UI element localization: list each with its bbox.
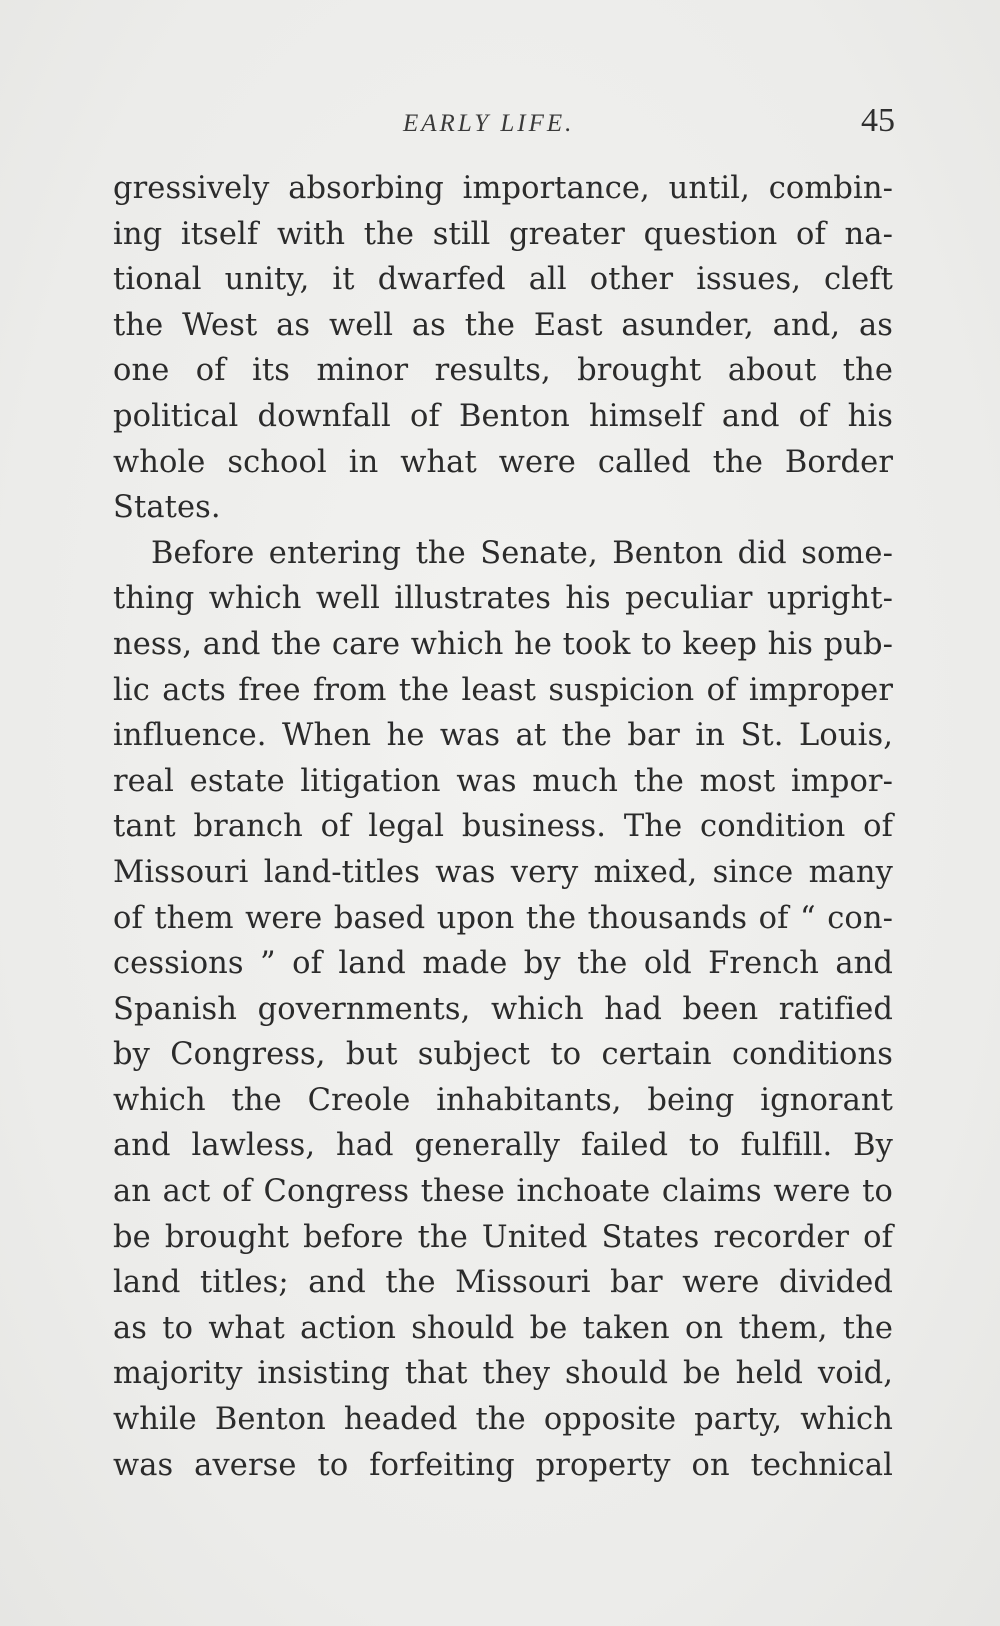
text-line: Spanish governments, which had been ratified: [113, 991, 893, 1027]
text-line: the West as well as the East asunder, and, as: [113, 307, 893, 343]
text-line: States.: [113, 490, 221, 526]
text-line: of them were based upon the thousands of “ con-: [113, 900, 893, 936]
text-line: Missouri land-titles was very mixed, since many: [113, 854, 893, 890]
text-line: Before entering the Senate, Benton did some-: [151, 535, 893, 571]
page-number: 45: [861, 102, 895, 139]
text-line: gressively absorbing importance, until, combin-: [113, 171, 893, 206]
text-line: was averse to forfeiting property on technical: [113, 1447, 893, 1483]
text-line: majority insisting that they should be held void,: [113, 1356, 893, 1392]
text-line: tional unity, it dwarfed all other issues, cleft: [113, 262, 893, 298]
text-line: ing itself with the still greater question of na-: [113, 216, 893, 252]
text-line: land titles; and the Missouri bar were divided: [113, 1265, 893, 1301]
text-line: one of its minor results, brought about the: [113, 353, 893, 389]
running-title: EARLY LIFE.: [403, 110, 575, 137]
text-line: be brought before the United States recorder of: [113, 1219, 893, 1255]
text-line: an act of Congress these inchoate claims were to: [113, 1174, 893, 1210]
text-line: and lawless, had generally failed to fulfill. By: [113, 1128, 893, 1164]
text-line: real estate litigation was much the most impor-: [113, 763, 893, 799]
text-line: thing which well illustrates his peculiar upright-: [113, 581, 893, 617]
text-line: while Benton headed the opposite party, which: [113, 1402, 893, 1438]
text-line: whole school in what were called the Border: [113, 444, 893, 480]
text-line: tant branch of legal business. The condition of: [113, 809, 893, 845]
text-line: which the Creole inhabitants, being ignorant: [113, 1082, 893, 1118]
body-text: [113, 166, 893, 1488]
text-line: political downfall of Benton himself and of his: [113, 398, 893, 434]
text-line: influence. When he was at the bar in St. Louis,: [113, 718, 893, 754]
text-line: cessions ” of land made by the old French and: [113, 946, 893, 982]
text-line: by Congress, but subject to certain conditions: [113, 1037, 893, 1073]
running-head: [113, 100, 895, 150]
text-line: ness, and the care which he took to keep his pub-: [113, 626, 893, 662]
text-line: as to what action should be taken on them, the: [113, 1310, 893, 1346]
text-line: lic acts free from the least suspicion of improper: [113, 672, 893, 708]
